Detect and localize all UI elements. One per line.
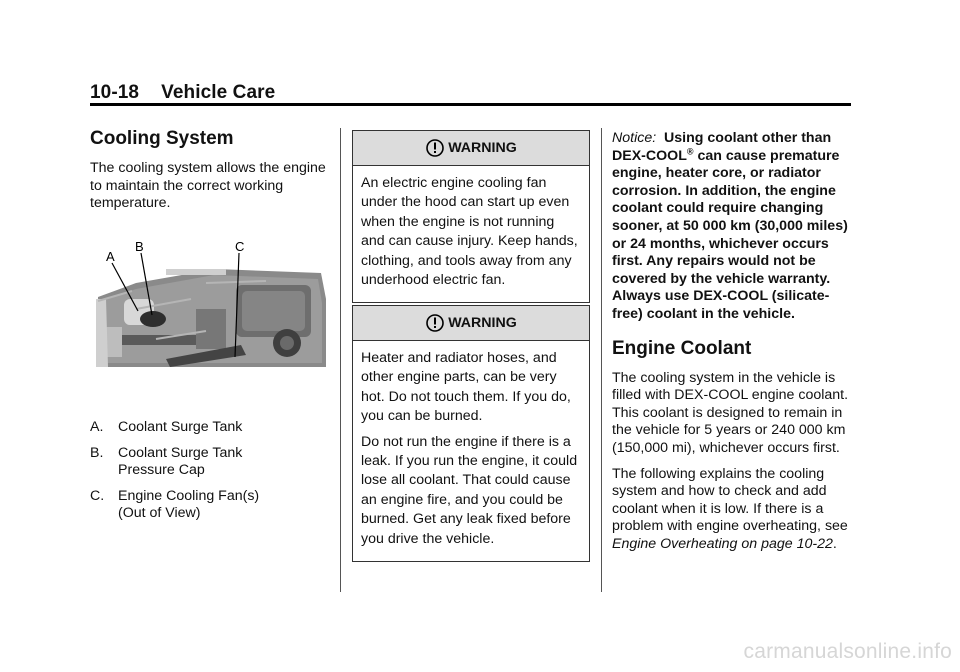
column-divider-1	[340, 128, 341, 592]
column-1	[90, 128, 330, 221]
photo-legend	[90, 419, 330, 531]
legend-text: Engine Cooling Fan(s) (Out of View)	[118, 487, 260, 522]
warning-title: WARNING	[448, 140, 517, 156]
warning-title: WARNING	[448, 315, 517, 331]
page-number: 10-18	[90, 82, 140, 103]
notice-paragraph	[612, 130, 854, 324]
callout-b: B	[135, 239, 144, 254]
engine-compartment-photo	[96, 239, 326, 367]
warning-icon	[425, 313, 445, 333]
legend-item	[90, 488, 330, 523]
section-title: Vehicle Care	[161, 82, 276, 103]
notice-label: Notice:	[612, 130, 657, 146]
callout-c: C	[235, 239, 245, 254]
legend-letter: A.	[90, 419, 104, 435]
registered-mark: ®	[686, 145, 694, 156]
legend-item	[90, 445, 330, 480]
warning-box-1	[352, 130, 590, 303]
watermark: carmanualsonline.info	[743, 640, 952, 663]
warning-header	[353, 131, 589, 166]
engine-coolant-paragraph-2	[612, 466, 854, 554]
header-rule	[90, 103, 851, 106]
cross-reference-link[interactable]: Engine Overheating on page 10-22	[612, 535, 833, 552]
cooling-system-intro: The cooling system allows the engine to maintain the correct working temperature.	[90, 160, 326, 212]
cooling-system-heading: Cooling System	[90, 128, 234, 149]
engine-coolant-heading: Engine Coolant	[612, 337, 752, 359]
warning-icon	[425, 138, 445, 158]
legend-text: Coolant Surge Tank Pressure Cap	[118, 444, 243, 479]
warning-paragraph: Do not run the engine if there is a leak. If you run the engine, it could lose all coolant. That could cause an engine fire, and you could be burned. Get any leak fixed before you drive the vehicle.	[361, 433, 578, 547]
warning-header	[353, 306, 589, 341]
paragraph-text: The following explains the cooling system and how to check and add coolant when it is low. If there is a problem with engine overheating, see	[612, 465, 848, 535]
notice-text-post: can cause premature engine, heater core, or radiator corrosion. In addition, the engine coolant could require changing sooner, at 50 000 km (30,000 miles) or 24 months, whichever occurs first. Any repairs would not be covered by the vehicle warranty. Always use DEX-COOL (silicate-free) coolant in the vehicle.	[612, 147, 848, 322]
legend-text: Coolant Surge Tank	[118, 419, 243, 435]
callout-a: A	[106, 249, 115, 264]
legend-letter: C.	[90, 487, 105, 504]
warning-text: An electric engine cooling fan under the hood can start up even when the engine is not running and can cause injury. Keep hands, clothing, and tools away from any underhood electric fan.	[361, 175, 578, 289]
warning-paragraph: Heater and radiator hoses, and other engine parts, can be very hot. Do not touch them. If you do, you can be burned.	[361, 350, 571, 425]
column-divider-2	[601, 128, 602, 592]
engine-coolant-paragraph: The cooling system in the vehicle is filled with DEX-COOL engine coolant. This coolant is designed to remain in the vehicle for 5 years or 240 000 km (150,000 mi), whichever occurs first.	[612, 369, 849, 456]
paragraph-end: .	[832, 535, 837, 552]
column-3	[612, 130, 854, 561]
legend-letter: B.	[90, 444, 104, 461]
legend-item	[90, 419, 330, 437]
notice-text-pre: Using coolant other than DEX-COOL	[612, 130, 832, 164]
warning-box-2	[352, 305, 590, 562]
page-header	[90, 82, 275, 104]
